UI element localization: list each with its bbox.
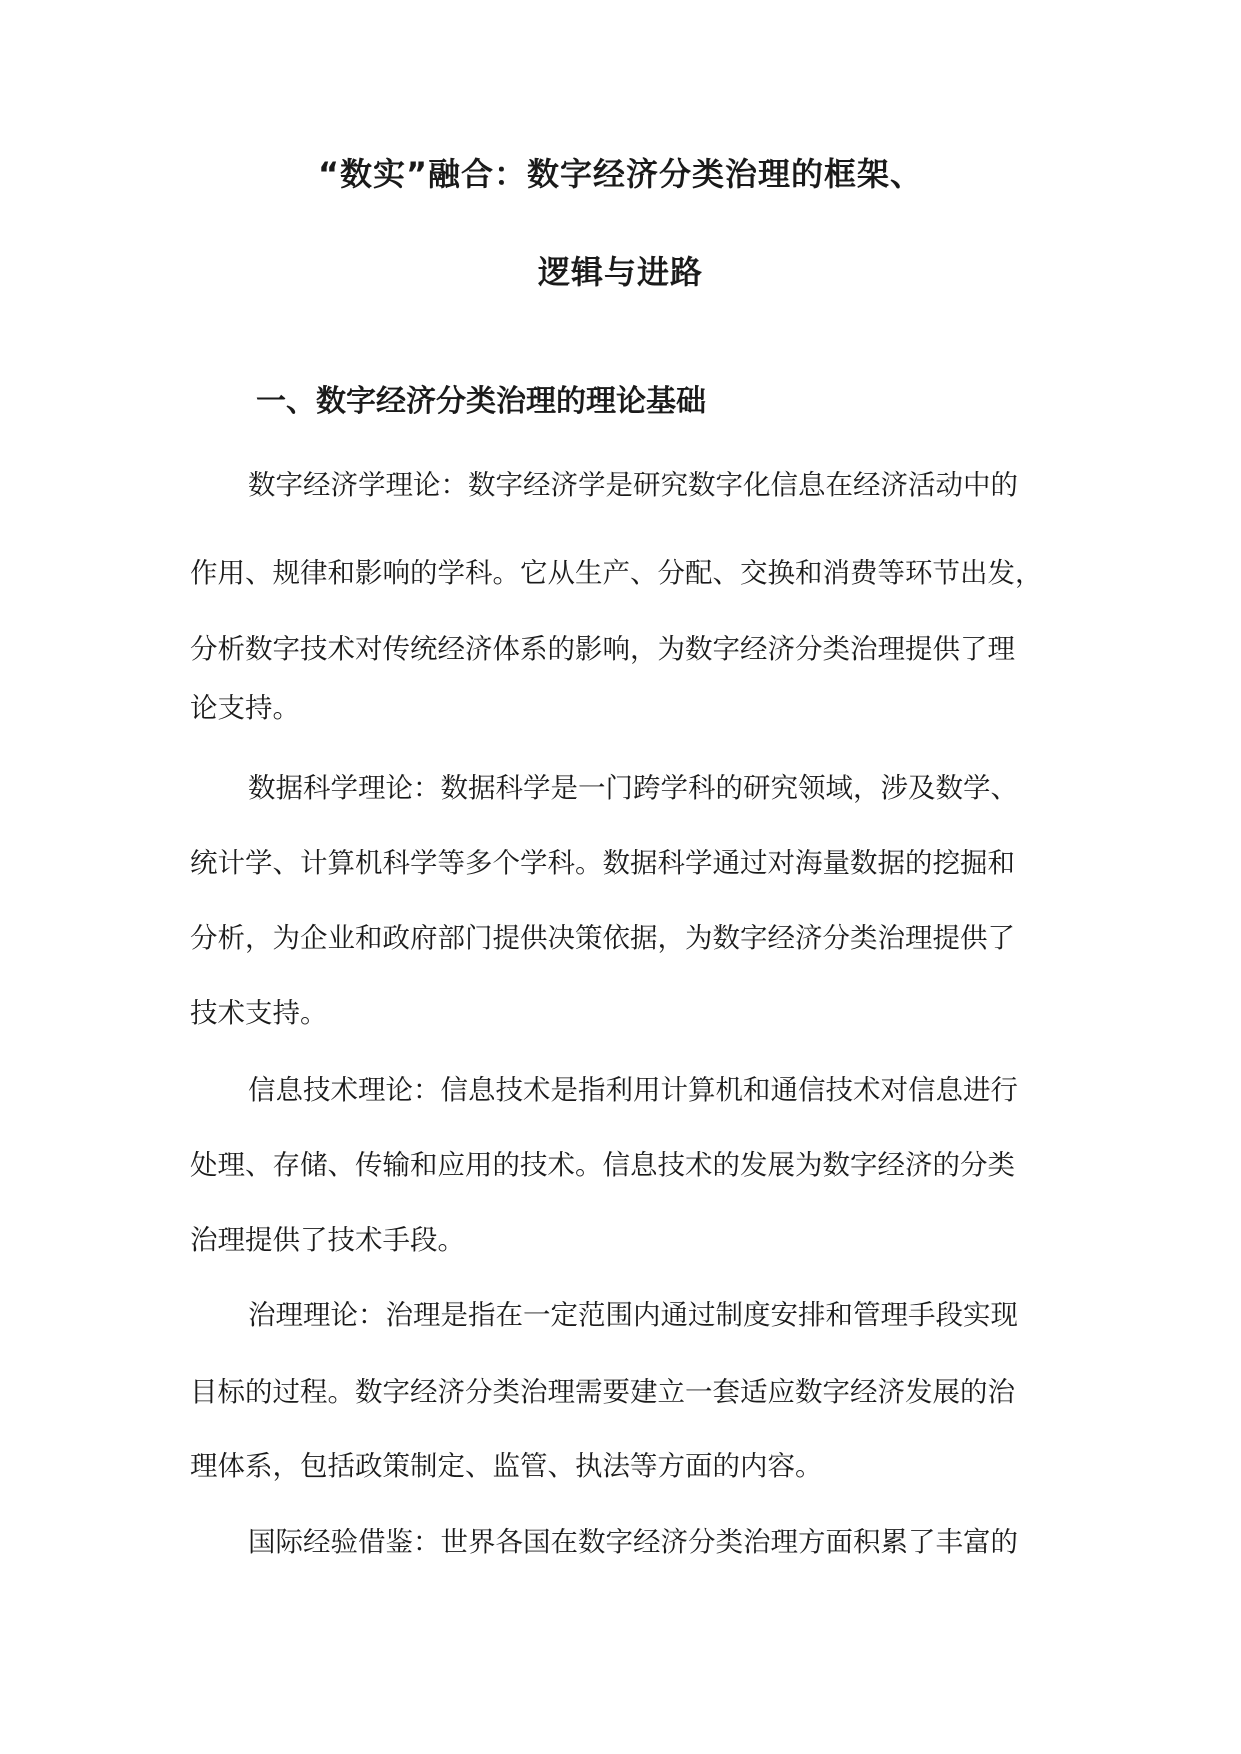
paragraph-1-line-2: 作用、规律和影响的学科。它从生产、分配、交换和消费等环节出发，: [190, 557, 1043, 589]
paragraph-1-line-1: 数字经济学理论：数字经济学是研究数字化信息在经济活动中的: [248, 469, 1018, 501]
paragraph-2-line-3: 分析，为企业和政府部门提供决策依据，为数字经济分类治理提供了: [190, 922, 1015, 954]
paragraph-4-line-1: 治理理论：治理是指在一定范围内通过制度安排和管理手段实现: [248, 1299, 1018, 1331]
paragraph-3-line-2: 处理、存储、传输和应用的技术。信息技术的发展为数字经济的分类: [190, 1149, 1015, 1181]
paragraph-2-line-1: 数据科学理论：数据科学是一门跨学科的研究领域，涉及数学、: [248, 772, 1018, 804]
paragraph-3-line-3: 治理提供了技术手段。: [190, 1224, 465, 1256]
paragraph-1-line-3: 分析数字技术对传统经济体系的影响，为数字经济分类治理提供了理: [190, 633, 1015, 665]
paragraph-4-line-2: 目标的过程。数字经济分类治理需要建立一套适应数字经济发展的治: [190, 1376, 1015, 1408]
paragraph-3-line-1: 信息技术理论：信息技术是指利用计算机和通信技术对信息进行: [248, 1074, 1018, 1106]
paragraph-2-line-4: 技术支持。: [190, 997, 328, 1029]
paragraph-4-line-3: 理体系，包括政策制定、监管、执法等方面的内容。: [190, 1450, 823, 1482]
paragraph-5-line-1: 国际经验借鉴：世界各国在数字经济分类治理方面积累了丰富的: [248, 1526, 1018, 1558]
paragraph-2-line-2: 统计学、计算机科学等多个学科。数据科学通过对海量数据的挖掘和: [190, 847, 1015, 879]
paragraph-1-line-4: 论支持。: [190, 692, 300, 724]
document-title-line-2: 逻辑与进路: [537, 253, 703, 291]
section-heading: 一、数字经济分类治理的理论基础: [256, 384, 706, 419]
document-title-line-1: “数实”融合：数字经济分类治理的框架、: [317, 155, 924, 193]
